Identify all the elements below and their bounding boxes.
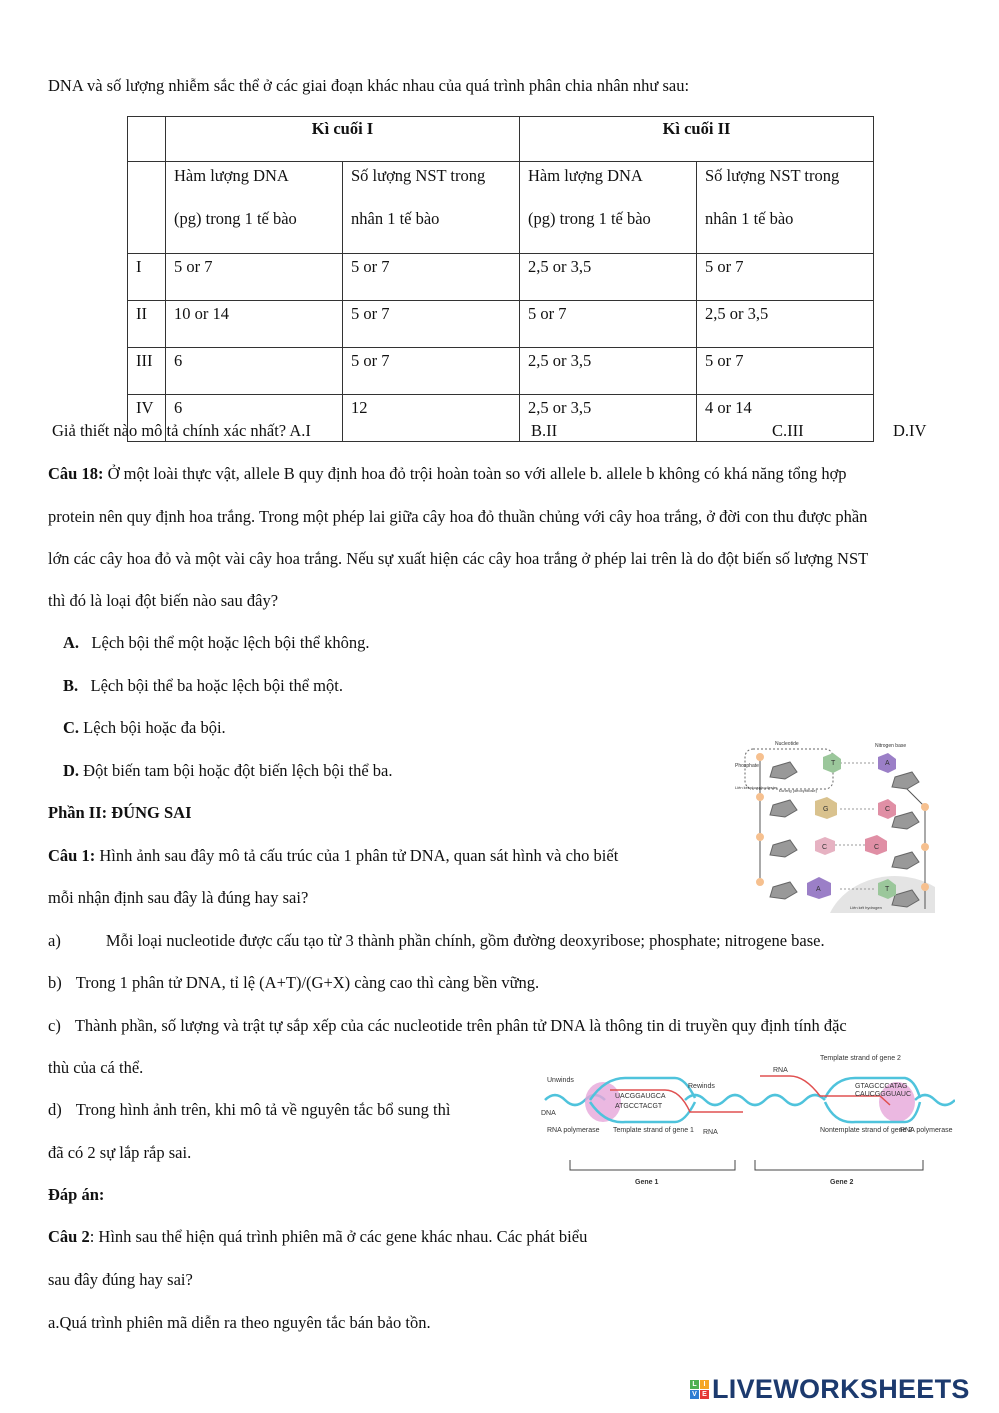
answer-label: Đáp án: (48, 1185, 105, 1204)
table-cell: 5 or 7 (343, 348, 520, 395)
header-telophase-1: Kì cuối I (166, 117, 520, 162)
row-label: IV (128, 395, 166, 442)
svg-text:Liên kết phosphodiester: Liên kết phosphodiester (735, 785, 778, 790)
q1-statement-c-cont: thù của cá thể. (48, 1058, 144, 1077)
q1-line: mỗi nhận định sau đây là đúng hay sai? (48, 888, 309, 907)
svg-text:A: A (885, 760, 890, 767)
q1-statement-d-cont: đã có 2 sự lắp rắp sai. (48, 1143, 192, 1162)
subheader: Hàm lượng DNA (pg) trong 1 tế bào (166, 162, 343, 254)
q18-line: thì đó là loại đột biến nào sau đây? (48, 591, 279, 610)
svg-text:RNA polymerase: RNA polymerase (547, 1127, 600, 1134)
table-cell: 12 (343, 395, 520, 442)
dna-chromosome-table (127, 116, 874, 442)
svg-text:Nontemplate strand of gene 2: Nontemplate strand of gene 2 (820, 1127, 913, 1134)
svg-text:CAUCGGGUAUC: CAUCGGGUAUC (855, 1091, 912, 1098)
q18-line: Câu 18: Ở một loài thực vật, allele B quy định hoa đỏ trội hoàn toàn so với allele b. allele b không có khá năng tổng hợp (48, 464, 847, 483)
q17-option-d[interactable]: D.IV (893, 421, 927, 440)
svg-text:Nucleotide: Nucleotide (775, 741, 799, 747)
q18-option-c[interactable]: C. Lệch bội hoặc đa bội. (63, 718, 226, 737)
svg-text:C: C (874, 844, 880, 851)
svg-text:Template strand of gene 2: Template strand of gene 2 (820, 1055, 901, 1062)
q18-line: lớn các cây hoa đỏ và một vài cây hoa trắng. Nếu sự xuất hiện các cây hoa trắng ở phép lai trên là do đột biến số lượng NST (48, 549, 869, 568)
svg-text:T: T (831, 760, 836, 767)
q17-option-c[interactable]: C.III (772, 421, 804, 440)
row-label: I (128, 254, 166, 301)
dna-structure-figure (735, 737, 935, 913)
svg-text:G: G (823, 806, 829, 813)
q2-line: Câu 2: Hình sau thể hiện quá trình phiên mã ở các gene khác nhau. Các phát biểu (48, 1227, 588, 1246)
part-2-heading: Phần II: ĐÚNG SAI (48, 803, 192, 822)
table-cell: 10 or 14 (166, 301, 343, 348)
table-cell: 5 or 7 (343, 254, 520, 301)
q17-option-b[interactable]: B.II (531, 421, 558, 440)
table-cell: 4 or 14 (697, 395, 874, 442)
svg-text:Nitrogen base: Nitrogen base (875, 743, 907, 749)
svg-text:GTAGCCCATAG: GTAGCCCATAG (855, 1083, 908, 1090)
q18-option-a[interactable]: A. Lệch bội thể một hoặc lệch bội thể không. (63, 633, 370, 652)
row-label: III (128, 348, 166, 395)
svg-text:RNA: RNA (773, 1067, 788, 1074)
intro-text: DNA và số lượng nhiễm sắc thể ở các giai đoạn khác nhau của quá trình phân chia nhân như sau: (48, 76, 690, 95)
q17-prompt: Giả thiết nào mô tả chính xác nhất? A.I (52, 421, 311, 440)
table-row (128, 348, 874, 395)
liveworksheets-logo (690, 1374, 970, 1405)
svg-text:Gene 2: Gene 2 (830, 1179, 854, 1186)
svg-text:Rewinds: Rewinds (688, 1083, 715, 1090)
q2-line: sau đây đúng hay sai? (48, 1270, 193, 1289)
q1-statement-a: a) Mỗi loại nucleotide được cấu tạo từ 3 thành phần chính, gồm đường deoxyribose; phosphate; nitrogene base. (48, 931, 825, 950)
svg-text:Đường (deoxyribose): Đường (deoxyribose) (779, 788, 817, 793)
transcription-figure (535, 1050, 955, 1190)
svg-text:Phosphate: Phosphate (735, 763, 759, 769)
table-cell: 5 or 7 (520, 301, 697, 348)
svg-text:Template strand of gene 1: Template strand of gene 1 (613, 1127, 694, 1134)
svg-text:UACGGAUGCA: UACGGAUGCA (615, 1093, 666, 1100)
logo-text: LIVEWORKSHEETS (712, 1374, 970, 1404)
table-cell: 2,5 or 3,5 (697, 301, 874, 348)
q18-option-b[interactable]: B. Lệch bội thể ba hoặc lệch bội thể một. (63, 676, 343, 695)
svg-text:ATGCCTACGT: ATGCCTACGT (615, 1103, 663, 1110)
table-row (128, 301, 874, 348)
table-cell: 2,5 or 3,5 (520, 348, 697, 395)
table-cell: 5 or 7 (697, 254, 874, 301)
table-cell: 6 (166, 395, 343, 442)
q1-line: Câu 1: Hình ảnh sau đây mô tả cấu trúc của 1 phân tử DNA, quan sát hình và cho biết (48, 846, 619, 865)
svg-text:DNA: DNA (541, 1110, 556, 1117)
svg-text:C: C (885, 806, 891, 813)
svg-text:Liên kết hydrogen: Liên kết hydrogen (850, 905, 882, 910)
q1-statement-c: c) Thành phần, số lượng và trật tự sắp xếp của các nucleotide trên phân tử DNA là thông tin di truyền quy định tính đặc (48, 1016, 847, 1035)
subheader: Số lượng NST trong nhân 1 tế bào (697, 162, 874, 254)
subheader: Hàm lượng DNA (pg) trong 1 tế bào (520, 162, 697, 254)
table-cell: 2,5 or 3,5 (520, 395, 697, 442)
table-cell: 2,5 or 3,5 (520, 254, 697, 301)
svg-text:Unwinds: Unwinds (547, 1077, 574, 1084)
svg-text:A: A (816, 886, 821, 893)
subheader: Số lượng NST trong nhân 1 tế bào (343, 162, 520, 254)
q1-statement-b: b) Trong 1 phân tử DNA, tỉ lệ (A+T)/(G+X) càng cao thì càng bền vững. (48, 973, 540, 992)
q2-statement-a: a.Quá trình phiên mã diễn ra theo nguyên tắc bán bảo tồn. (48, 1313, 431, 1332)
header-telophase-2: Kì cuối II (520, 117, 874, 162)
live-badge-icon: L I V E (690, 1380, 709, 1399)
svg-text:RNA: RNA (703, 1129, 718, 1136)
q18-option-d[interactable]: D. Đột biến tam bội hoặc đột biến lệch bội thể ba. (63, 761, 393, 780)
table-row (128, 254, 874, 301)
q18-line: protein nên quy định hoa trắng. Trong một phép lai giữa cây hoa đỏ thuần chủng với cây hoa trắng, ở đời con thu được phần (48, 507, 868, 526)
svg-text:Gene 1: Gene 1 (635, 1179, 659, 1186)
svg-text:RNA polymerase: RNA polymerase (900, 1127, 953, 1134)
row-label: II (128, 301, 166, 348)
svg-text:C: C (822, 844, 828, 851)
table-cell: 5 or 7 (343, 301, 520, 348)
table-cell: 5 or 7 (697, 348, 874, 395)
table-cell: 6 (166, 348, 343, 395)
q1-statement-d: d) Trong hình ảnh trên, khi mô tả về nguyên tắc bổ sung thì (48, 1100, 451, 1119)
svg-text:T: T (885, 886, 890, 893)
table-cell: 5 or 7 (166, 254, 343, 301)
